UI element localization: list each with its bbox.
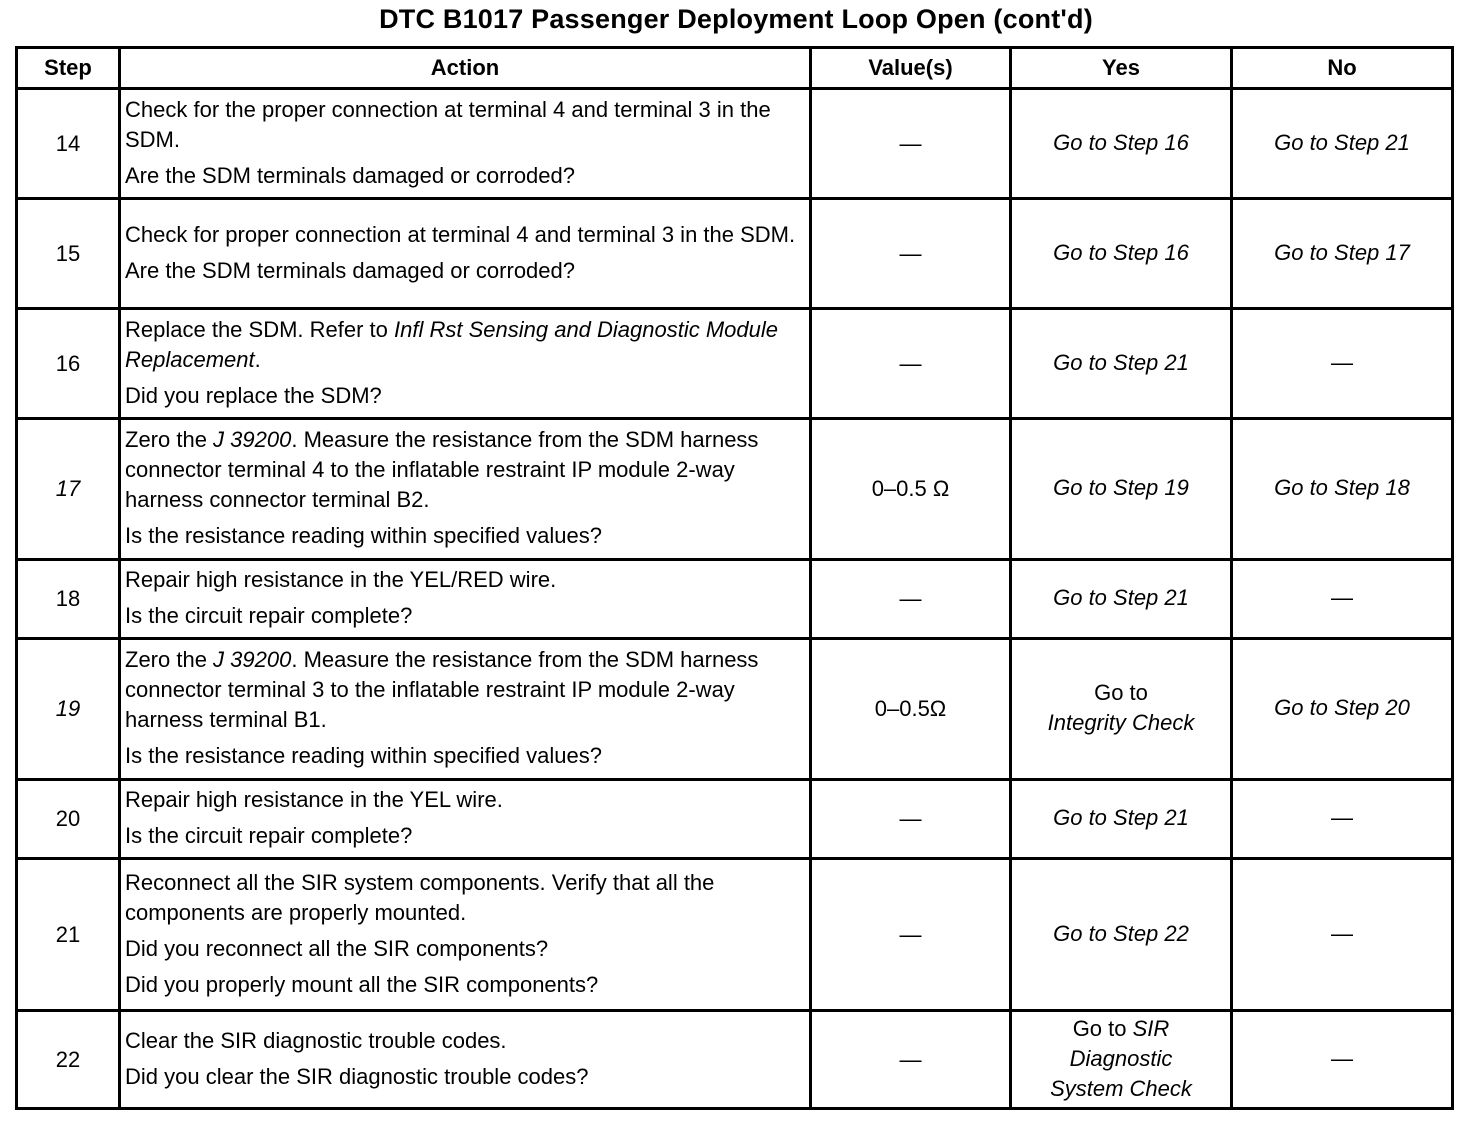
table-row [17, 780, 1453, 859]
action-question: Is the circuit repair complete? [125, 603, 413, 628]
action-question: Is the resistance reading within specified values? [125, 743, 602, 768]
step-number: 20 [17, 780, 120, 859]
action-text: Check for proper connection at terminal 4 and terminal 3 in the SDM. [125, 221, 796, 247]
action-cell [120, 560, 811, 639]
header-no: No [1232, 48, 1453, 89]
yes-goto-prefix: Go to [1072, 1015, 1133, 1041]
step-number: 15 [17, 199, 120, 309]
yes-cell: Go to Step 19 [1011, 419, 1232, 560]
no-cell: — [1232, 560, 1453, 639]
action-cell [120, 1011, 811, 1109]
yes-cell: Go to Step 16 [1011, 199, 1232, 309]
action-question: Did you clear the SIR diagnostic trouble codes? [125, 1063, 589, 1089]
action-text [125, 425, 805, 515]
action-question: Did you replace the SDM? [125, 382, 382, 408]
action-question: Is the circuit repair complete? [125, 823, 413, 848]
yes-cell [1011, 639, 1232, 780]
yes-cell: Go to Step 16 [1011, 89, 1232, 199]
diagnostic-table [15, 46, 1454, 1110]
action-question: Is the resistance reading within specified values? [125, 523, 602, 548]
action-question: Are the SDM terminals damaged or corroded? [125, 257, 575, 283]
step-number: 21 [17, 859, 120, 1011]
no-cell: — [1232, 1011, 1453, 1109]
yes-line-goto: Go to [1094, 680, 1148, 705]
no-cell: — [1232, 309, 1453, 419]
header-values: Value(s) [811, 48, 1011, 89]
procedure-reference: Infl Rst Sensing and Diagnostic Module Replacement [125, 316, 779, 372]
no-cell: — [1232, 859, 1453, 1011]
table-row [17, 309, 1453, 419]
no-cell: Go to Step 21 [1232, 89, 1453, 199]
page-title: DTC B1017 Passenger Deployment Loop Open (cont'd) [379, 4, 1093, 34]
yes-cell: Go to Step 21 [1011, 780, 1232, 859]
action-text-prefix: Replace the SDM. Refer to [125, 316, 395, 342]
yes-cell: Go to Step 21 [1011, 560, 1232, 639]
action-question-secondary: Did you properly mount all the SIR components? [125, 971, 599, 997]
value-cell: 0–0.5 Ω [811, 419, 1011, 560]
yes-reference-sir: SIR [1132, 1015, 1170, 1041]
table-row [17, 419, 1453, 560]
value-cell: — [811, 1011, 1011, 1109]
tool-reference: J 39200 [213, 427, 292, 452]
action-text [125, 315, 805, 375]
action-text: Repair high resistance in the YEL/RED wire. [125, 567, 557, 592]
step-number: 16 [17, 309, 120, 419]
yes-cell [1011, 1011, 1232, 1109]
step-number: 22 [17, 1011, 120, 1109]
no-cell: Go to Step 20 [1232, 639, 1453, 780]
action-cell [120, 199, 811, 309]
action-question: Are the SDM terminals damaged or corroded? [125, 162, 575, 188]
yes-line-reference: Integrity Check [1047, 710, 1195, 735]
action-text: Reconnect all the SIR system components. Verify that all the components are properly mounted. [125, 869, 715, 925]
header-row [17, 48, 1453, 89]
table-row [17, 560, 1453, 639]
value-cell: — [811, 560, 1011, 639]
step-number: 19 [17, 639, 120, 780]
action-cell [120, 419, 811, 560]
header-action: Action [120, 48, 811, 89]
yes-line-reference-end: System Check [1050, 1075, 1192, 1101]
step-number: 14 [17, 89, 120, 199]
table-row [17, 199, 1453, 309]
action-cell [120, 309, 811, 419]
table-row [17, 1011, 1453, 1109]
table-row [17, 639, 1453, 780]
action-cell [120, 89, 811, 199]
yes-line-reference: Diagnostic [1069, 1045, 1173, 1071]
action-text: Clear the SIR diagnostic trouble codes. [125, 1027, 507, 1053]
step-number: 18 [17, 560, 120, 639]
action-text: Repair high resistance in the YEL wire. [125, 787, 503, 812]
value-cell: — [811, 859, 1011, 1011]
action-text-suffix: . [254, 346, 261, 372]
action-text [125, 645, 805, 735]
action-cell [120, 780, 811, 859]
no-cell: Go to Step 18 [1232, 419, 1453, 560]
no-cell: Go to Step 17 [1232, 199, 1453, 309]
table-row [17, 89, 1453, 199]
table-row [17, 859, 1453, 1011]
header-step: Step [17, 48, 120, 89]
action-text: Check for the proper connection at terminal 4 and terminal 3 in the SDM. [125, 96, 771, 152]
value-cell: — [811, 780, 1011, 859]
action-text-prefix: Zero the [125, 647, 214, 672]
action-question: Did you reconnect all the SIR components? [125, 935, 549, 961]
tool-reference: J 39200 [213, 647, 292, 672]
action-text-suffix: . Measure the resistance from the SDM harness connector terminal 4 to the inflatable restraint IP module 2-way harness connector terminal B2. [125, 427, 759, 512]
yes-cell: Go to Step 21 [1011, 309, 1232, 419]
value-cell: — [811, 309, 1011, 419]
value-cell: 0–0.5Ω [811, 639, 1011, 780]
no-cell: — [1232, 780, 1453, 859]
yes-line-goto [1012, 1014, 1230, 1044]
action-cell [120, 859, 811, 1011]
action-cell [120, 639, 811, 780]
action-text-prefix: Zero the [125, 427, 214, 452]
value-cell: — [811, 199, 1011, 309]
action-text-suffix: . Measure the resistance from the SDM harness connector terminal 3 to the inflatable restraint IP module 2-way harness terminal B1. [125, 647, 759, 732]
step-number: 17 [17, 419, 120, 560]
value-cell: — [811, 89, 1011, 199]
header-yes: Yes [1011, 48, 1232, 89]
yes-cell: Go to Step 22 [1011, 859, 1232, 1011]
